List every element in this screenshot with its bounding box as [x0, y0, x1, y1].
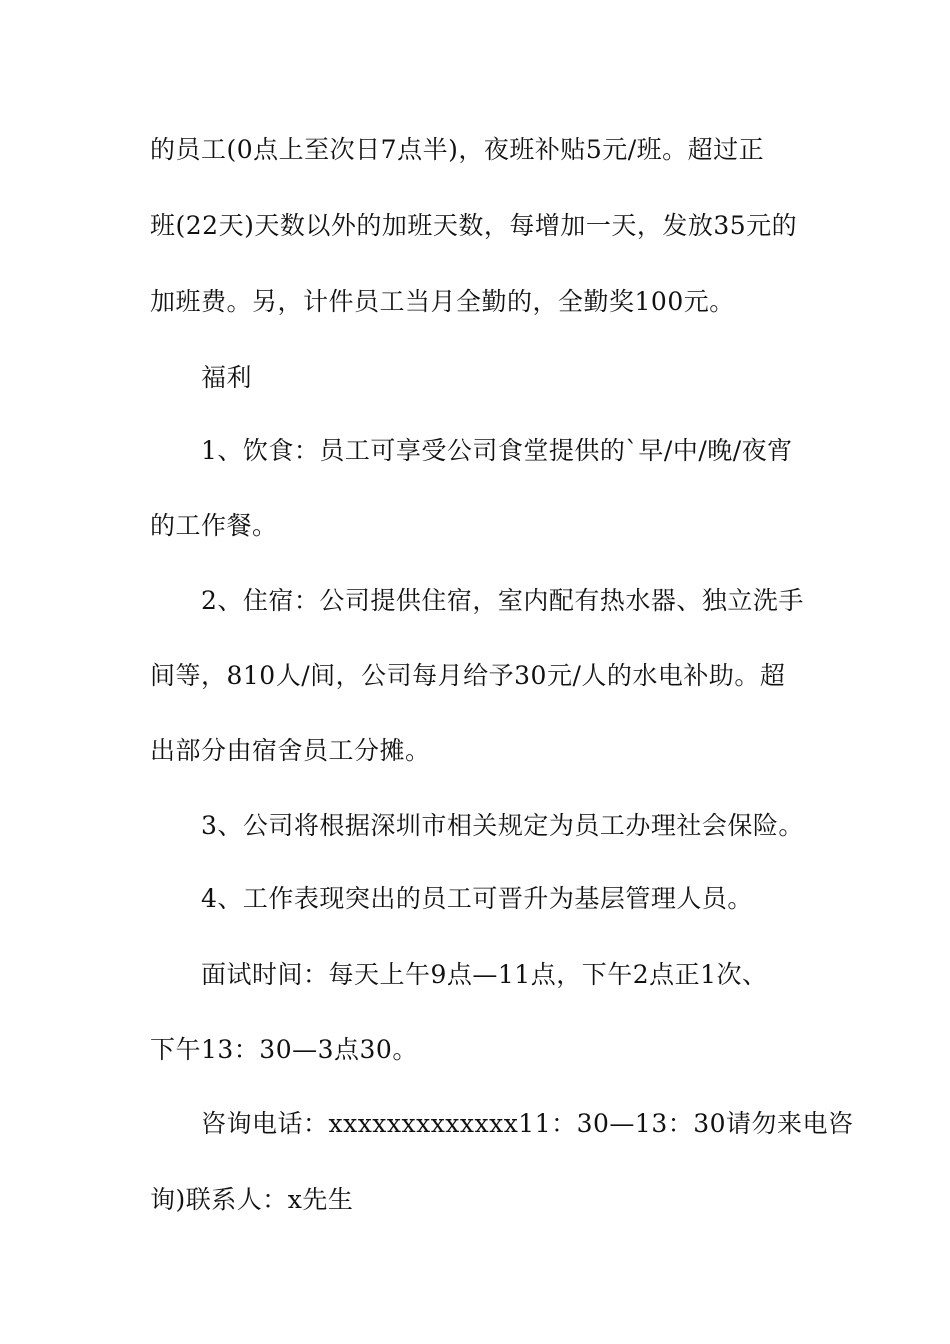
- paragraph-line: 1、饮食：员工可享受公司食堂提供的`早/中/晚/夜宵: [201, 436, 793, 465]
- paragraph-line: 的工作餐。: [150, 511, 278, 540]
- paragraph-line: 4、工作表现突出的员工可晋升为基层管理人员。: [201, 884, 753, 913]
- paragraph-line: 间等，810人/间，公司每月给予30元/人的水电补助。超: [150, 661, 786, 690]
- paragraph-line: 班(22天)天数以外的加班天数，每增加一天，发放35元的: [150, 211, 798, 240]
- paragraph-line: 询)联系人：x先生: [150, 1185, 354, 1214]
- paragraph-line: 下午13：30—3点30。: [150, 1035, 418, 1064]
- paragraph-line: 2、住宿：公司提供住宿，室内配有热水器、独立洗手: [201, 586, 804, 615]
- paragraph-line: 咨询电话：xxxxxxxxxxxxx11：30—13：30请勿来电咨: [201, 1109, 854, 1138]
- paragraph-line: 的员工(0点上至次日7点半)，夜班补贴5元/班。超过正: [150, 135, 765, 164]
- section-heading-benefits: 福利: [201, 363, 253, 392]
- paragraph-line: 加班费。另，计件员工当月全勤的，全勤奖100元。: [150, 287, 735, 316]
- paragraph-line: 出部分由宿舍员工分摊。: [150, 736, 431, 765]
- paragraph-line: 3、公司将根据深圳市相关规定为员工办理社会保险。: [201, 811, 804, 840]
- paragraph-line: 面试时间：每天上午9点—11点，下午2点正1次、: [201, 960, 768, 989]
